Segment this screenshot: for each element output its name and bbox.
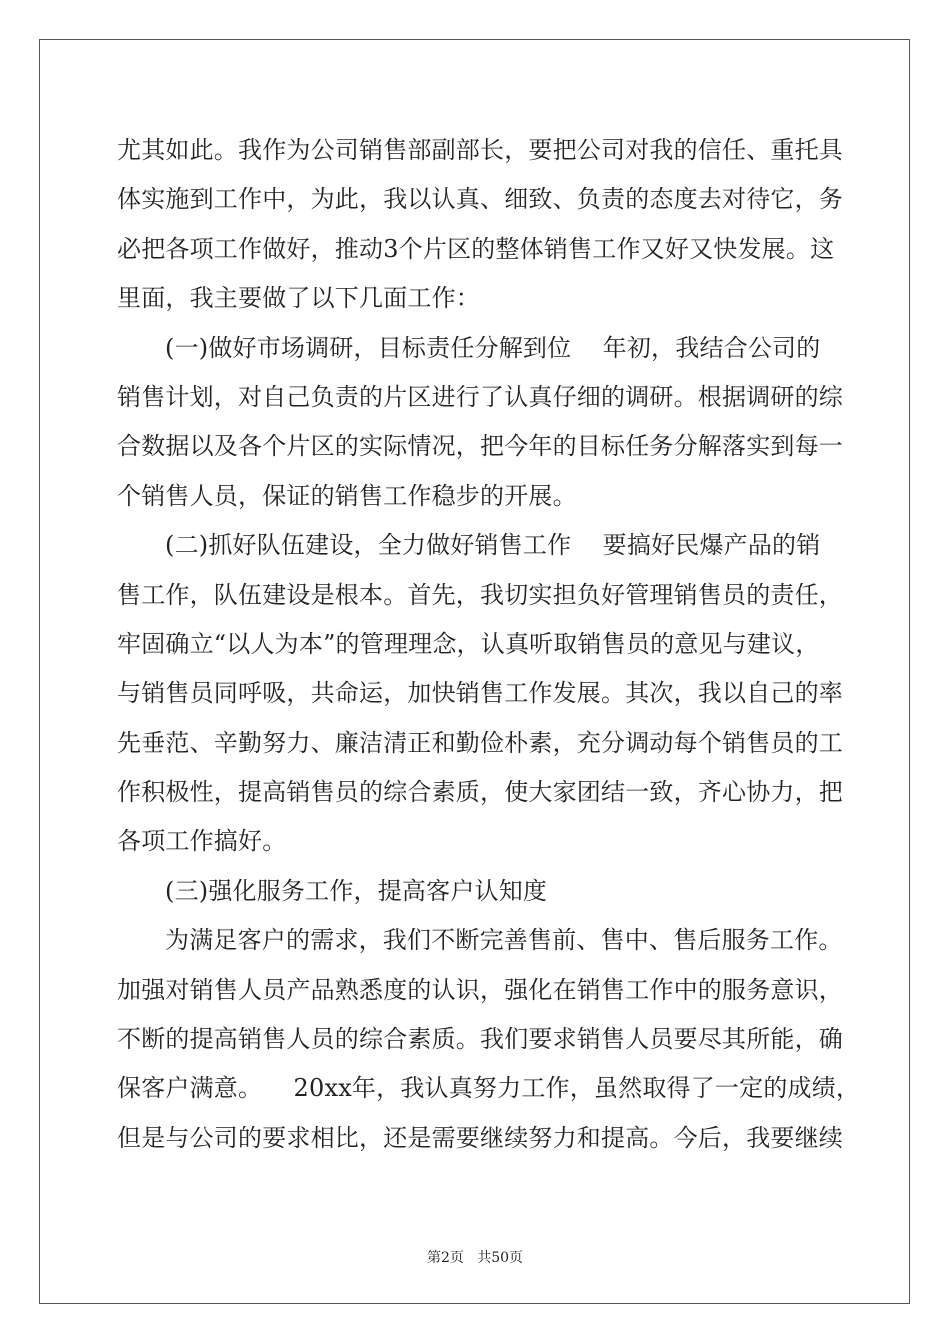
text-line: (一)做好市场调研，目标责任分解到位 年初，我结合公司的 (165, 333, 821, 362)
page-number: 第2页 共50页 (426, 1250, 524, 1266)
text-line: 尤其如此。我作为公司销售部副部长，要把公司对我的信任、重托具 (117, 136, 843, 164)
text-line: 与销售员同呼吸，共命运，加快销售工作发展。其次，我以自己的率 (117, 679, 843, 708)
text-line: 保客户满意。 20xx年，我认真努力工作，虽然取得了一定的成绩， (117, 1074, 861, 1103)
text-line: 销售计划，对自己负责的片区进行了认真仔细的调研。根据调研的综 (117, 382, 843, 411)
page-footer (0, 1247, 950, 1267)
text-line: 里面，我主要做了以下几面工作： (117, 284, 480, 313)
text-line: 但是与公司的要求相比，还是需要继续努力和提高。今后，我要继续 (117, 1123, 843, 1152)
text-line: (二)抓好队伍建设，全力做好销售工作 要搞好民爆产品的销 (165, 531, 821, 560)
text-line: 牢固确立“以人为本”的管理理念，认真听取销售员的意见与建议， (117, 629, 820, 658)
text-line: 为满足客户的需求，我们不断完善售前、售中、售后服务工作。 (165, 926, 843, 955)
text-line: (三)强化服务工作，提高客户认知度 (165, 876, 548, 905)
body-text (117, 126, 861, 1163)
text-line: 先垂范、辛勤努力、廉洁清正和勤俭朴素，充分调动每个销售员的工 (117, 728, 843, 757)
text-line: 售工作，队伍建设是根本。首先，我切实担负好管理销售员的责任， (117, 580, 843, 609)
text-line: 加强对销售人员产品熟悉度的认识，强化在销售工作中的服务意识， (117, 975, 843, 1004)
text-line: 体实施到工作中，为此，我以认真、细致、负责的态度去对待它，务 (117, 185, 843, 214)
text-line: 必把各项工作做好，推动3个片区的整体销售工作又好又快发展。这 (117, 234, 835, 263)
text-line: 合数据以及各个片区的实际情况，把今年的目标任务分解落实到每一 (117, 432, 843, 461)
text-line: 作积极性，提高销售员的综合素质，使大家团结一致，齐心协力，把 (117, 778, 843, 807)
text-line: 各项工作搞好。 (117, 827, 287, 856)
text-line: 个销售人员，保证的销售工作稳步的开展。 (117, 481, 577, 510)
text-line: 不断的提高销售人员的综合素质。我们要求销售人员要尽其所能，确 (117, 1025, 843, 1054)
